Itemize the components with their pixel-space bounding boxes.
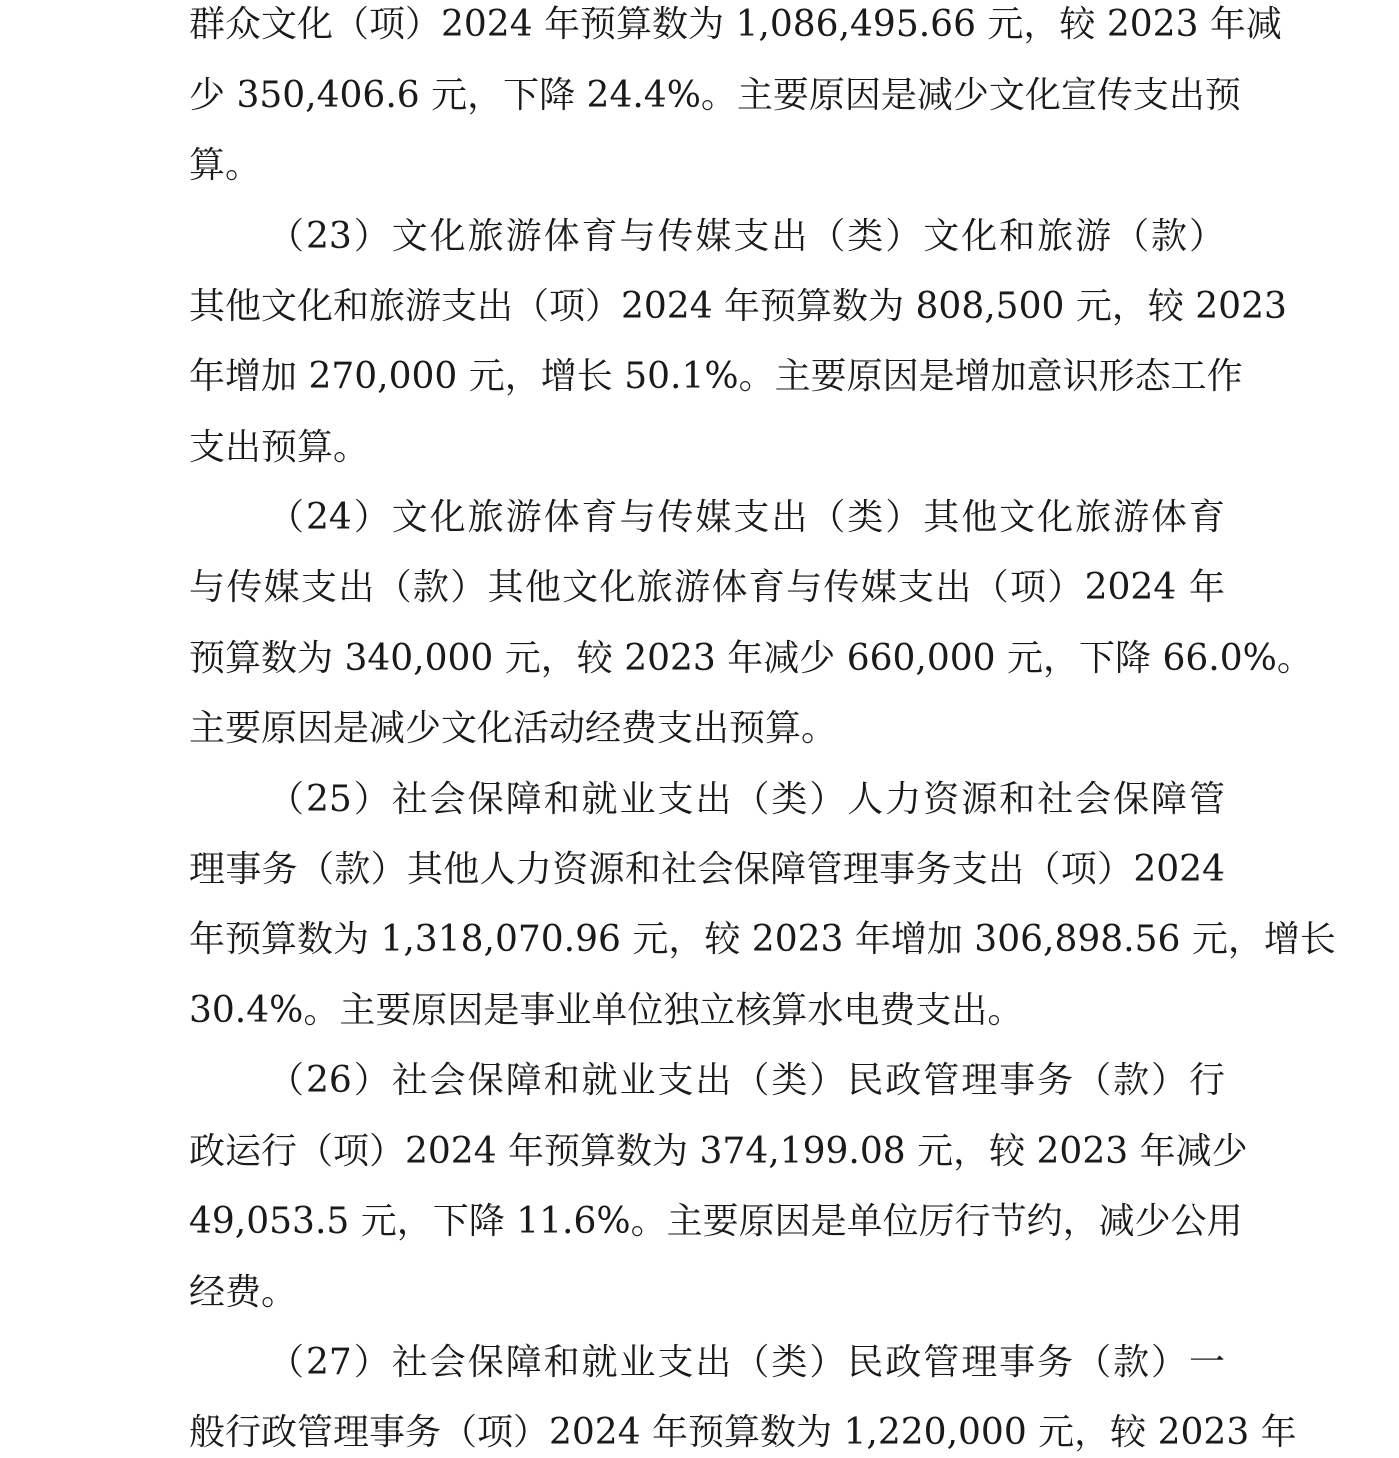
text-line: 支出预算。 bbox=[189, 427, 370, 468]
text-line: 理事务（款）其他人力资源和社会保障管理事务支出（项）2024 bbox=[189, 849, 1225, 890]
text-line: 算。 bbox=[189, 145, 262, 186]
text-line: 其他文化和旅游支出（项）2024 年预算数为 808,500 元，较 2023 bbox=[189, 286, 1287, 327]
text-line: 政运行（项）2024 年预算数为 374,199.08 元，较 2023 年减少 bbox=[189, 1131, 1248, 1172]
paragraph-23-start: （23）文化旅游体育与传媒支出（类）文化和旅游（款） bbox=[268, 216, 1225, 257]
text-line: 主要原因是减少文化活动经费支出预算。 bbox=[189, 708, 838, 749]
text-line: 群众文化（项）2024 年预算数为 1,086,495.66 元，较 2023 年减 bbox=[189, 4, 1282, 45]
paragraph-25-start: （25）社会保障和就业支出（类）人力资源和社会保障管 bbox=[268, 779, 1225, 820]
text-line: 般行政管理事务（项）2024 年预算数为 1,220,000 元，较 2023 年 bbox=[189, 1412, 1297, 1453]
text-line: 经费。 bbox=[189, 1272, 298, 1313]
text-line: 少 350,406.6 元，下降 24.4%。主要原因是减少文化宣传支出预 bbox=[189, 75, 1241, 116]
text-line: 49,053.5 元，下降 11.6%。主要原因是单位厉行节约，减少公用 bbox=[189, 1201, 1243, 1242]
text-line: 年增加 270,000 元，增长 50.1%。主要原因是增加意识形态工作 bbox=[189, 356, 1243, 397]
text-line: 与传媒支出（款）其他文化旅游体育与传媒支出（项）2024 年 bbox=[189, 567, 1225, 608]
paragraph-24-start: （24）文化旅游体育与传媒支出（类）其他文化旅游体育 bbox=[268, 497, 1225, 538]
paragraph-26-start: （26）社会保障和就业支出（类）民政管理事务（款）行 bbox=[268, 1060, 1225, 1101]
text-line: 30.4%。主要原因是事业单位独立核算水电费支出。 bbox=[189, 990, 1024, 1031]
text-line: 预算数为 340,000 元，较 2023 年减少 660,000 元，下降 66.0%。 bbox=[189, 638, 1313, 679]
text-line: 年预算数为 1,318,070.96 元，较 2023 年增加 306,898.56 元，增长 bbox=[189, 919, 1336, 960]
paragraph-27-start: （27）社会保障和就业支出（类）民政管理事务（款）一 bbox=[268, 1342, 1225, 1383]
